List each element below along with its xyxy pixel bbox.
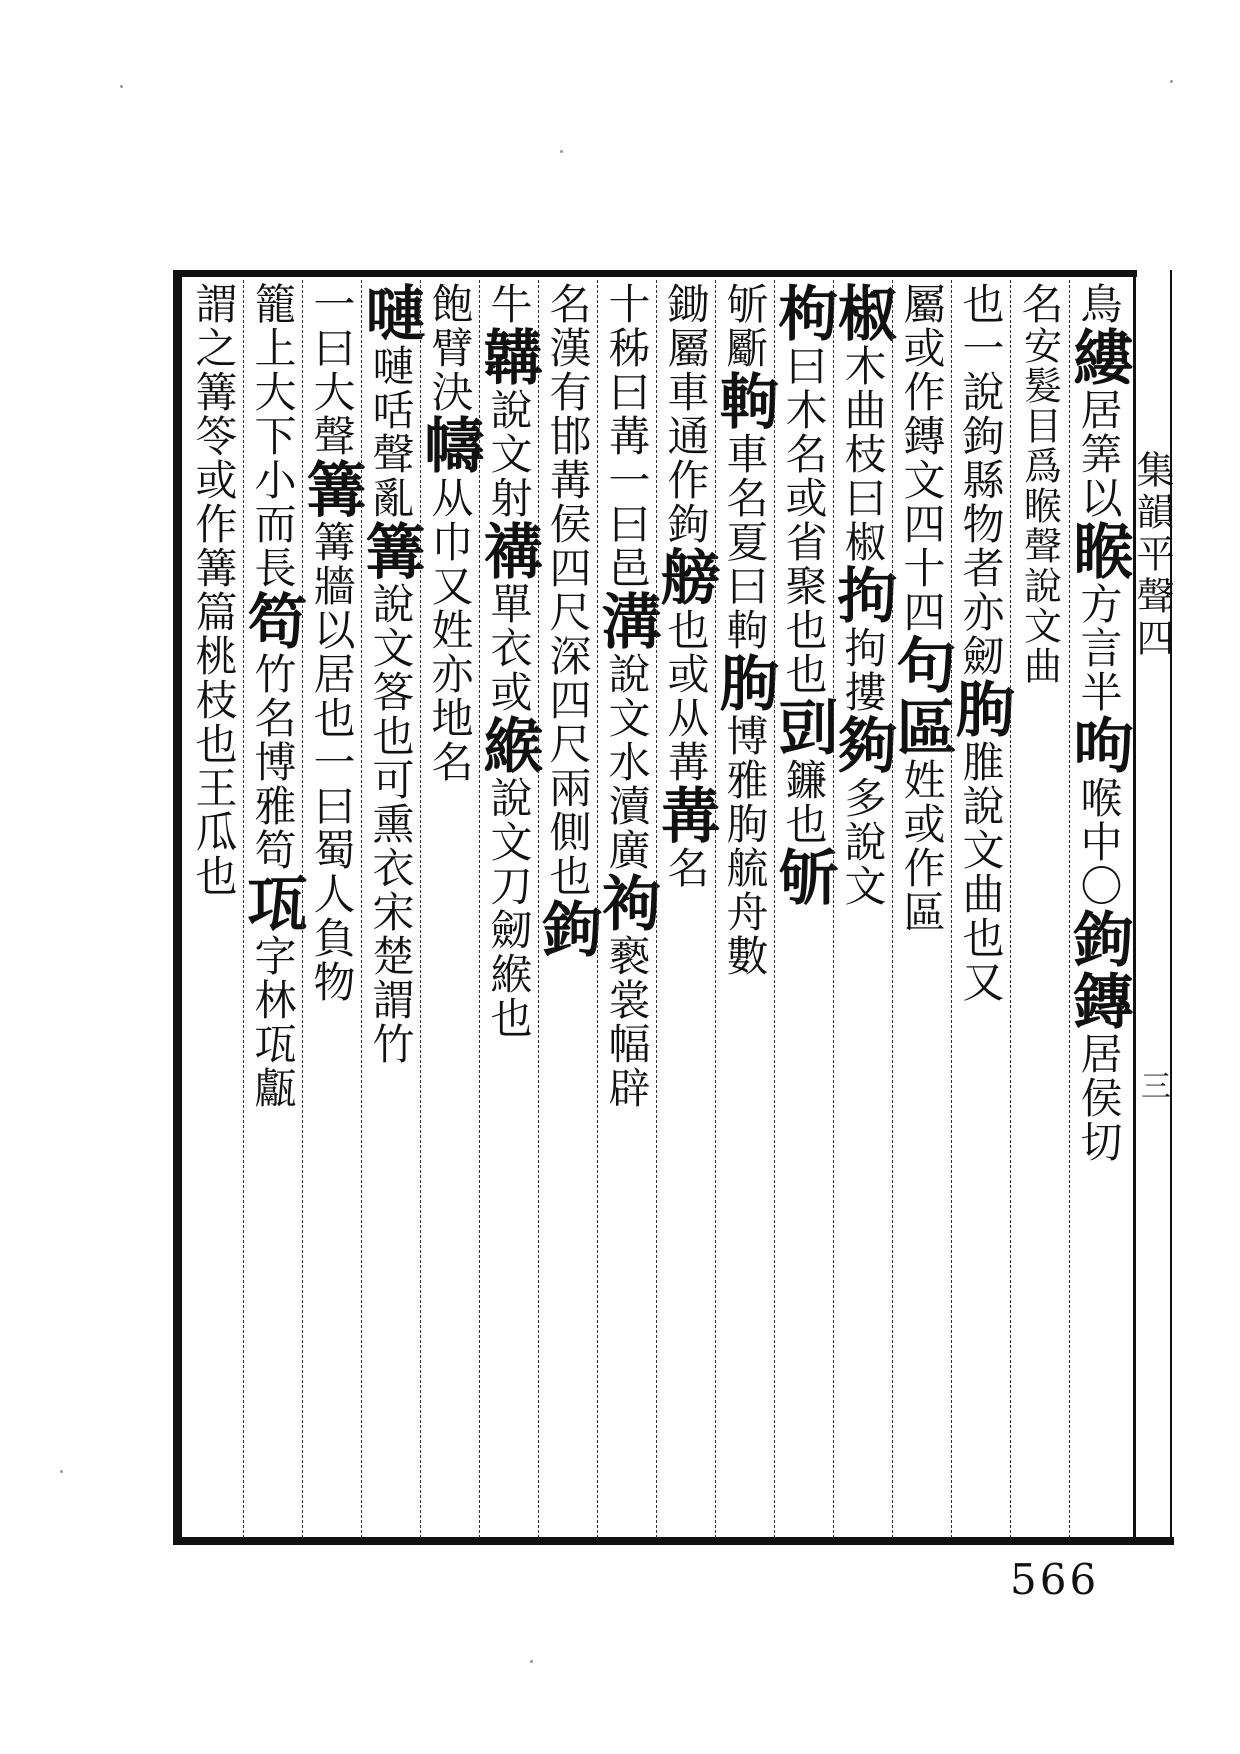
gloss-text: 說文刀劒緱也 [484, 776, 534, 1040]
gloss-text: 曰木名或省 [779, 344, 829, 564]
gloss-text: 十秭曰冓一曰邑 [602, 282, 652, 590]
headword: 呴 [1063, 714, 1134, 776]
column-rule [361, 280, 363, 1538]
headword: 袧 [591, 872, 662, 934]
running-header: 集韻平聲四 [1130, 450, 1174, 660]
headword: 艕 [650, 546, 721, 608]
column-rule [833, 280, 835, 1538]
headword: 斪 [768, 846, 839, 908]
headword: 朐 [709, 652, 780, 714]
gloss-text: 斪斸 [720, 282, 770, 370]
column-rule [302, 280, 304, 1538]
gloss-text: 一曰大聲 [307, 282, 357, 458]
headword: 縷 [1063, 326, 1134, 388]
gloss-text: 車名夏曰軥 [720, 432, 770, 652]
column-rule [597, 280, 599, 1538]
leaf-mark: 三 [1135, 1070, 1170, 1100]
gloss-text: 鋤屬 [661, 282, 711, 370]
gloss-text: 說文 [838, 820, 888, 908]
headword: 椒 [827, 282, 898, 344]
column-rule [892, 280, 894, 1538]
gloss-text: 多 [838, 776, 888, 820]
speck [530, 1660, 533, 1663]
column-rule [774, 280, 776, 1538]
headword: 韝 [473, 326, 544, 388]
gloss-text: 姓或作區 [897, 758, 947, 934]
gloss-text: 臂決 [425, 326, 475, 414]
gloss-text: 說文曲也又 [956, 784, 1006, 1004]
gloss-text: 也或从冓 [661, 608, 711, 784]
gloss-text: 〇 [1074, 864, 1124, 908]
gloss-text: 名漢有邯冓侯 [543, 282, 593, 546]
gloss-text: 說文射 [484, 388, 534, 520]
gloss-text: 竹名博雅笱 [248, 652, 298, 872]
headword: 篝 [296, 458, 367, 520]
headword: 嗹 [355, 282, 426, 344]
headword: 剅 [768, 696, 839, 758]
column-rule [715, 280, 717, 1538]
headword: 冓 [650, 784, 721, 846]
gloss-text: 王瓜也 [189, 766, 239, 898]
gloss-text: 籠上大下小而長 [248, 282, 298, 590]
column-rule [479, 280, 481, 1538]
column-rule [1069, 280, 1071, 1538]
headword: 拘 [827, 564, 898, 626]
column-rule [951, 280, 953, 1538]
gloss-text: 居筭以 [1074, 388, 1124, 520]
speck [60, 1470, 63, 1473]
gloss-text: 褻裳幅辟 [602, 934, 652, 1110]
column-rule [1010, 280, 1012, 1538]
gloss-text: 木曲枝曰椒 [838, 344, 888, 564]
gloss-text: 字林瓨甗 [248, 934, 298, 1110]
gloss-text: 拘摟 [838, 626, 888, 714]
speck [1170, 80, 1173, 83]
gloss-text: 聲 [1017, 526, 1062, 566]
headword: 笱 [237, 590, 308, 652]
gloss-text: 兩側也 [543, 766, 593, 898]
column-rule [243, 280, 245, 1538]
speck [120, 85, 123, 88]
gloss-text: 篝牆以居也一曰蜀人負物 [307, 520, 357, 1004]
gloss-text: 博雅朐艈舟 [720, 714, 770, 934]
headword: 瓨 [237, 872, 308, 934]
headword: 朐 [945, 678, 1016, 740]
headword: 褠 [473, 520, 544, 582]
gloss-text: 鳥 [1074, 282, 1124, 326]
gloss-text: 方言半 [1074, 582, 1124, 714]
speck [560, 150, 563, 153]
page-number: 566 [1010, 1555, 1100, 1604]
gloss-text: 脽 [956, 740, 1006, 784]
gloss-text: 嗹咶聲亂 [366, 344, 416, 520]
gloss-text: 从巾 [425, 476, 475, 564]
headword: 鉤 [1063, 908, 1134, 970]
gloss-text: 聚也 [779, 564, 829, 652]
gloss-text: 飽 [425, 282, 475, 326]
gloss-text: 目爲睺 [1017, 406, 1062, 526]
gloss-text: 也 [779, 652, 829, 696]
gloss-text: 居侯切 [1074, 1032, 1124, 1164]
column-rule [538, 280, 540, 1538]
gloss-text: 四尺深四尺 [543, 546, 593, 766]
gloss-text: 單衣或 [484, 582, 534, 714]
gloss-text: 說文曲 [1017, 566, 1062, 686]
gloss-text: 數 [720, 934, 770, 978]
text-column [178, 282, 250, 1537]
headword: 句 [886, 634, 957, 696]
gloss-text: 篇桃枝也 [189, 590, 239, 766]
headword: 緱 [473, 714, 544, 776]
headword: 睺 [1063, 520, 1134, 582]
gloss-text: 鐮也 [779, 758, 829, 846]
column-rule [656, 280, 658, 1538]
headword: 幬 [414, 414, 485, 476]
gloss-text: 也一說鉤縣物者亦劒 [956, 282, 1006, 678]
headword: 軥 [709, 370, 780, 432]
gloss-text: 車通作鉤 [661, 370, 711, 546]
gloss-text: 名 [661, 846, 711, 890]
gloss-text: 牛 [484, 282, 534, 326]
gloss-text: 說文笿也可熏衣宋楚謂竹 [366, 582, 416, 1066]
gloss-text: 喉中 [1074, 776, 1124, 864]
headword: 夠 [827, 714, 898, 776]
column-rule [420, 280, 422, 1538]
headword: 篝 [355, 520, 426, 582]
gloss-text: 又姓亦地名 [425, 564, 475, 784]
gloss-text: 名 [1015, 282, 1065, 326]
gloss-text: 說文水瀆廣 [602, 652, 652, 872]
headword: 溝 [591, 590, 662, 652]
gloss-text: 安髮 [1017, 326, 1062, 406]
headword: 鏄 [1063, 970, 1134, 1032]
headword: 枸 [768, 282, 839, 344]
gloss-text: 屬或作鏄文四十四 [897, 282, 947, 634]
headword: 區 [886, 696, 957, 758]
gloss-text: 謂之篝笭或作篝 [189, 282, 239, 590]
headword: 鉤 [532, 898, 603, 960]
